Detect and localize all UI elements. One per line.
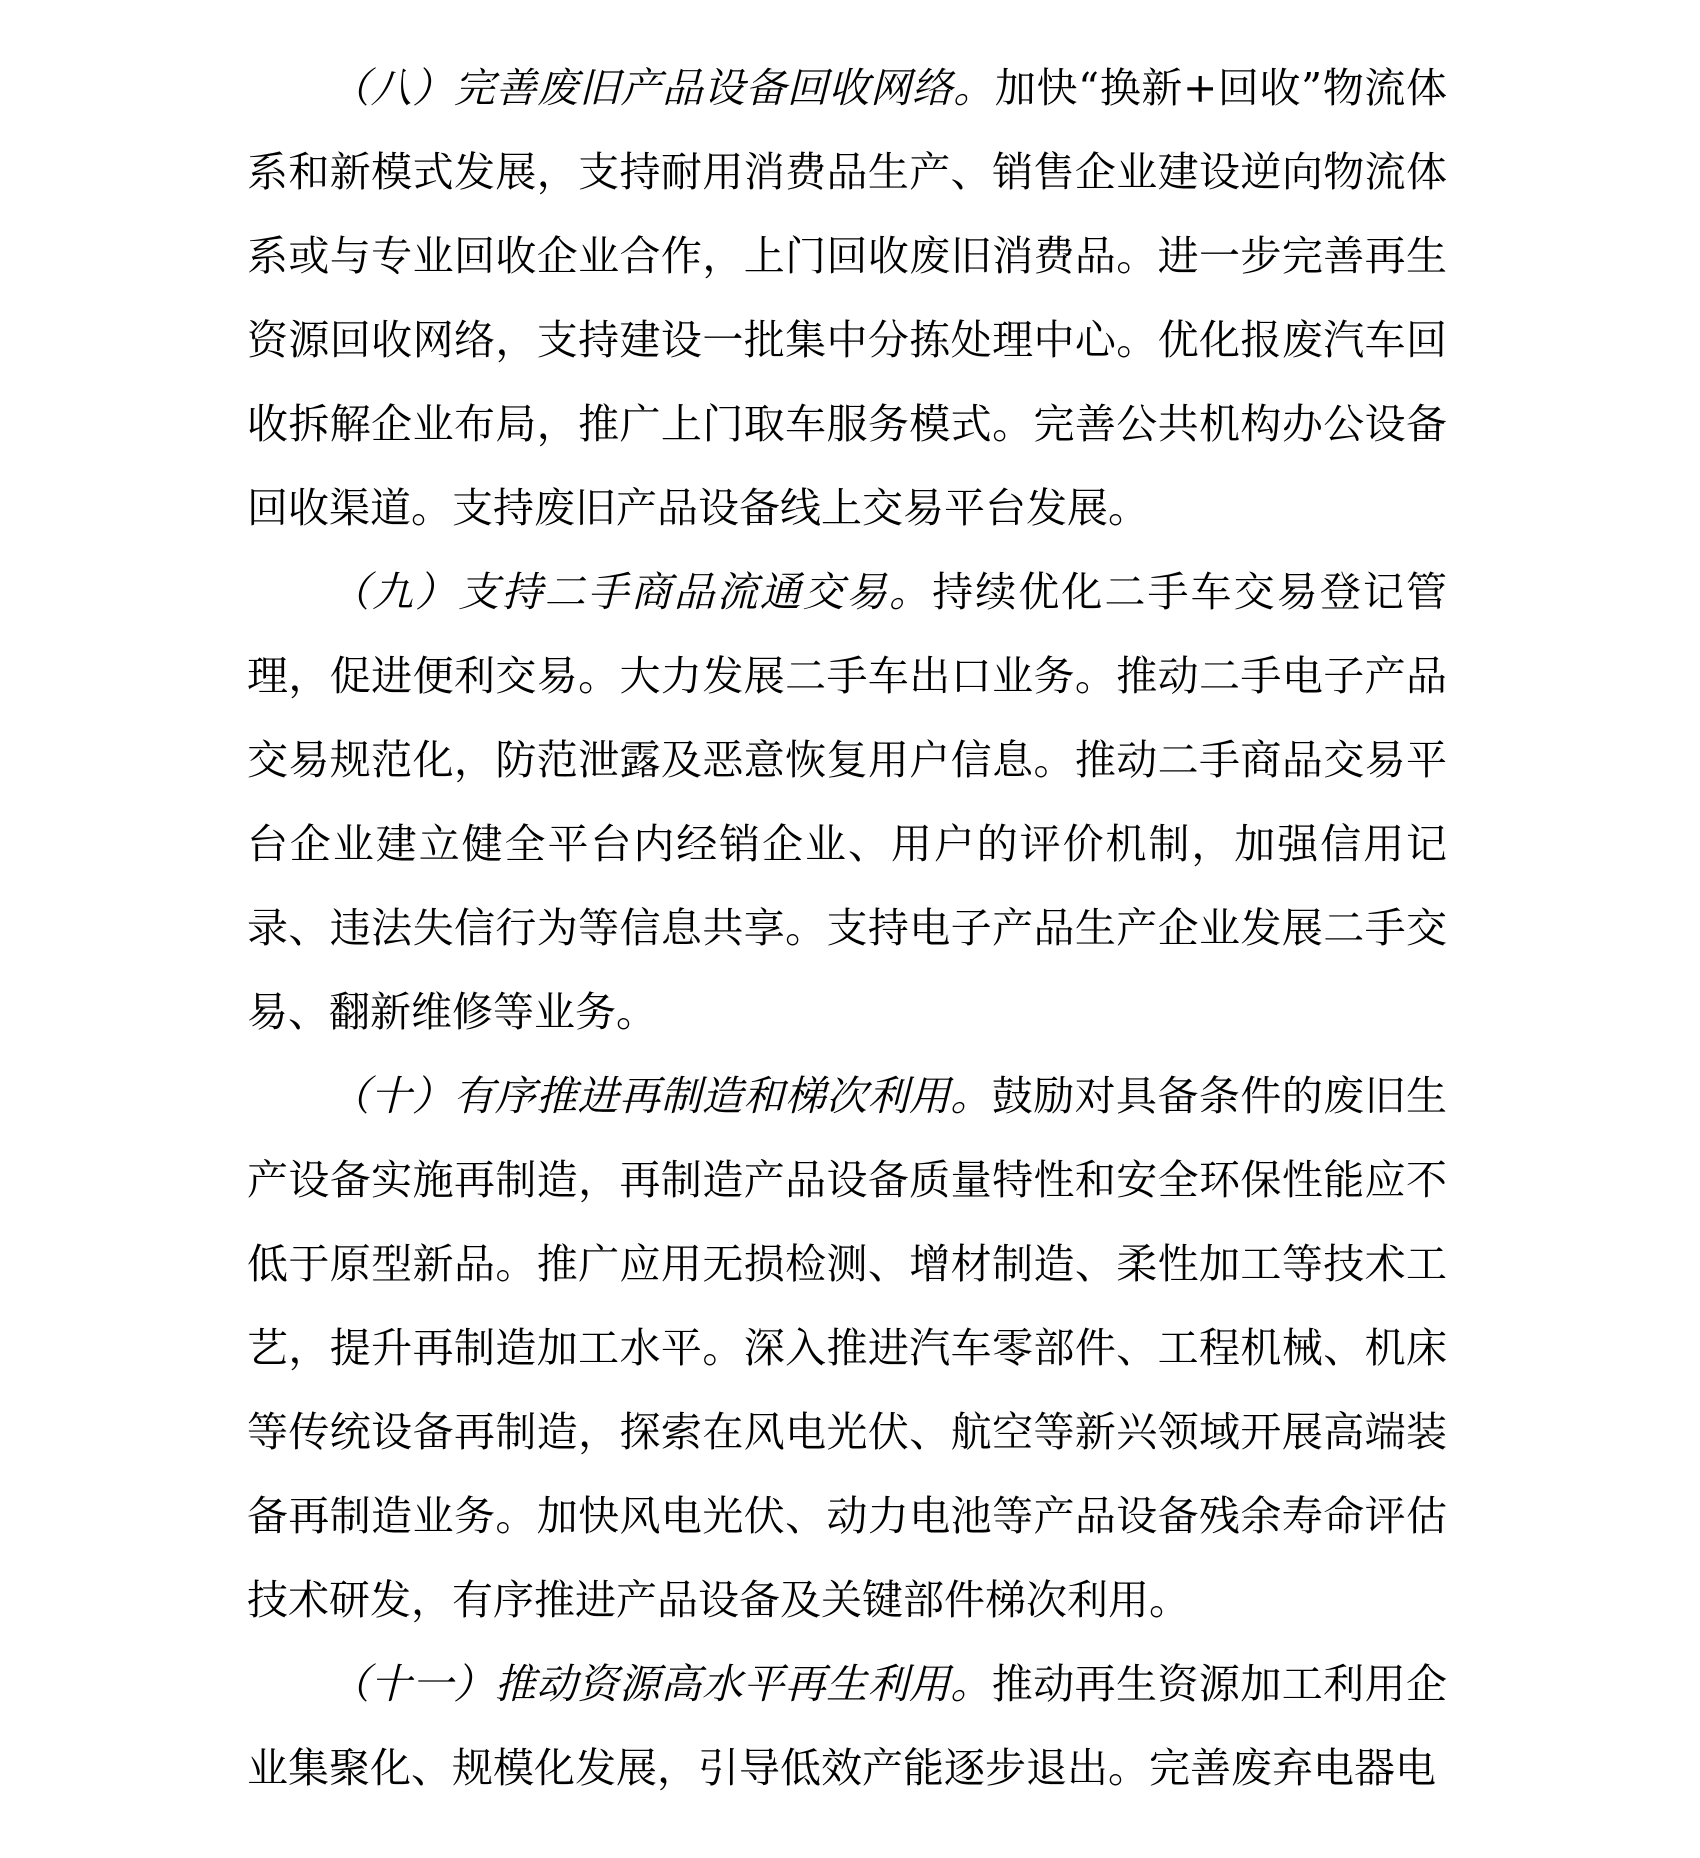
paragraph-item-8 [247,46,1447,550]
paragraph-11-body: 推动再生资源加工利用企业集聚化、规模化发展，引导低效产能逐步退出。完善废弃电器电 [247,1660,1448,1792]
paragraph-item-11 [247,1642,1447,1810]
paragraph-10-lead: （十）有序推进再制造和梯次利用。 [329,1072,992,1120]
paragraph-item-10 [247,1054,1447,1642]
paragraph-11-lead: （十一）推动资源高水平再生利用。 [329,1660,992,1708]
paragraph-8-lead: （八）完善废旧产品设备回收网络。 [329,64,995,112]
paragraph-item-9 [247,550,1447,1054]
paragraph-10-body: 鼓励对具备条件的废旧生产设备实施再制造，再制造产品设备质量特性和安全环保性能应不低于原型新品。推广应用无损检测、增材制造、柔性加工等技术工艺，提升再制造加工水平。深入推进汽车零部件、工程机械、机床等传统设备再制造，探索在风电光伏、航空等新兴领域开展高端装备再制造业务。加快风电光伏、动力电池等产品设备残余寿命评估技术研发，有序推进产品设备及关键部件梯次利用。 [247,1072,1448,1624]
paragraph-9-lead: （九）支持二手商品流通交易。 [329,568,933,616]
paragraph-8-body: 加快“换新+回收”物流体系和新模式发展，支持耐用消费品生产、销售企业建设逆向物流体系或与专业回收企业合作，上门回收废旧消费品。进一步完善再生资源回收网络，支持建设一批集中分拣处理中心。优化报废汽车回收拆解企业布局，推广上门取车服务模式。完善公共机构办公设备回收渠道。支持废旧产品设备线上交易平台发展。 [247,64,1447,532]
paragraph-9-body: 持续优化二手车交易登记管理，促进便利交易。大力发展二手车出口业务。推动二手电子产品交易规范化，防范泄露及恶意恢复用户信息。推动二手商品交易平台企业建立健全平台内经销企业、用户的评价机制，加强信用记录、违法失信行为等信息共享。支持电子产品生产企业发展二手交易、翻新维修等业务。 [247,568,1448,1036]
